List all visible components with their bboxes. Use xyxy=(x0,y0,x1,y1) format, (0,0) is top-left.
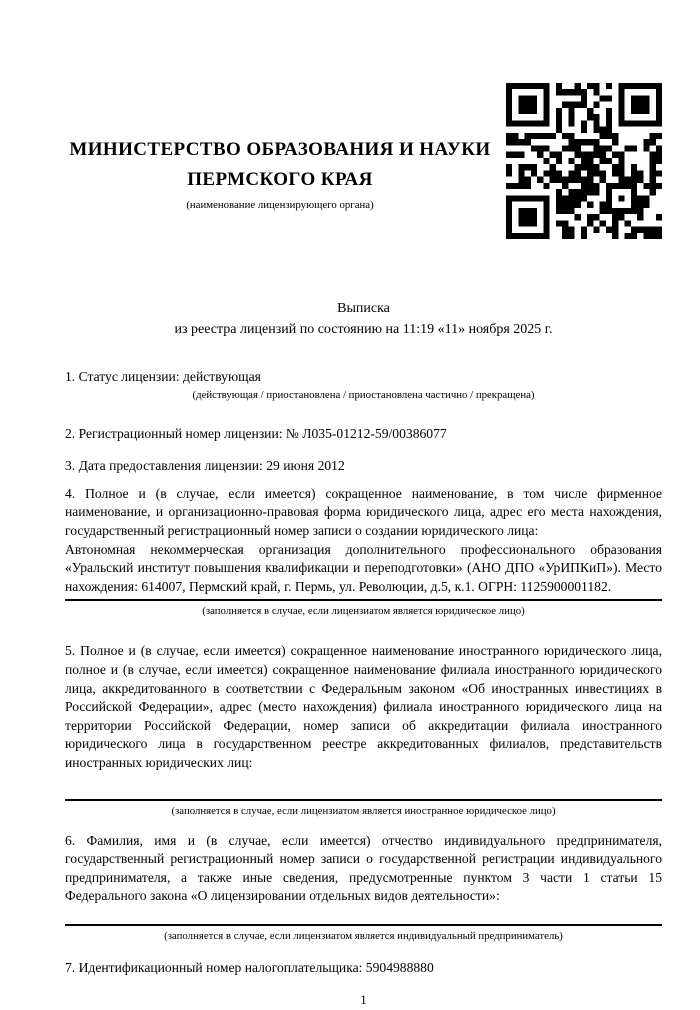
item-3-grant-date: 3. Дата предоставления лицензии: 29 июня 2012 xyxy=(65,458,345,474)
qr-code-icon xyxy=(506,83,662,239)
item-4-caption: (заполняется в случае, если лицензиатом является юридическое лицо) xyxy=(202,605,525,618)
item-1-license-status: 1. Статус лицензии: действующая xyxy=(65,369,261,384)
item-4-label: 4. Полное и (в случае, если имеется) сокращенное наименование, в том числе фирменное наименование, и организационно-правовая форма юридического лица, адрес его места нахождения, государственный регистрационный номер записи о создании юридического лица: xyxy=(65,485,662,538)
item-6-entrepreneur: 6. Фамилия, имя и (в случае, если имеется) отчество индивидуального предпринимателя, государственный регистрационный номер записи о государственной регистрации индивидуального предпринимателя, а также иные сведения, предусмотренные пунктом 3 части 1 статьи 15 Федерального закона «О лицензировании отдельных видов деятельности»: xyxy=(65,832,662,904)
item-2-registration-number: 2. Регистрационный номер лицензии: № Л035-01212-59/00386077 xyxy=(65,425,447,441)
item-5-foreign-entity: 5. Полное и (в случае, если имеется) сокращенное наименование иностранного юридического лица, полное и (в случае, если имеется) сокращенное наименование филиала иностранного юридического лица, аккредитованного в соответствии с Федеральным законом «Об иностранных инвестициях в Российской Федерации», адрес (место нахождения) филиала иностранного юридического лица на территории Российской Федерации, номер записи об аккредитации филиала иностранного юридического лица в государственном реестре аккредитованных филиалов, представительств иностранных юридических лиц: xyxy=(65,643,662,770)
item-4-legal-entity xyxy=(65,485,662,597)
item-5-caption: (заполняется в случае, если лицензиатом является иностранное юридическое лицо) xyxy=(171,804,556,817)
document-header xyxy=(65,83,662,239)
item-5-fill-line xyxy=(65,799,662,801)
licensing-authority-block xyxy=(65,135,495,212)
licensing-authority-name xyxy=(65,135,495,195)
page-number: 1 xyxy=(360,992,367,1008)
item-4-fill-line xyxy=(65,599,662,601)
item-7-taxpayer-number: 7. Идентификационный номер налогоплательщика: 5904988880 xyxy=(65,959,434,975)
item-6-fill-line xyxy=(65,924,662,926)
item-6-caption: (заполняется в случае, если лицензиатом является индивидуальный предприниматель) xyxy=(164,929,563,942)
item-1-caption: (действующая / приостановлена / приостановлена частично / прекращена) xyxy=(192,388,535,401)
ministry-name-line2: ПЕРМСКОГО КРАЯ xyxy=(187,169,373,190)
item-4-value: Автономная некоммерческая организация дополнительного профессионального образования «Уральский институт повышения квалификации и переподготовки» (АНО ДПО «УрИПКиП»). Место нахождения: 614007, Пермский край, г. Пермь, ул. Революции, д.5, к.1. ОГРН: 1125900001182. xyxy=(65,541,662,594)
extract-title xyxy=(65,298,662,340)
ministry-name-line1: МИНИСТЕРСТВО ОБРАЗОВАНИЯ И НАУКИ xyxy=(69,139,491,160)
extract-title-line1: Выписка xyxy=(337,301,390,316)
extract-title-line2: из реестра лицензий по состоянию на 11:19 «11» ноября 2025 г. xyxy=(174,322,553,337)
ministry-name-caption: (наименование лицензирующего органа) xyxy=(186,199,374,211)
